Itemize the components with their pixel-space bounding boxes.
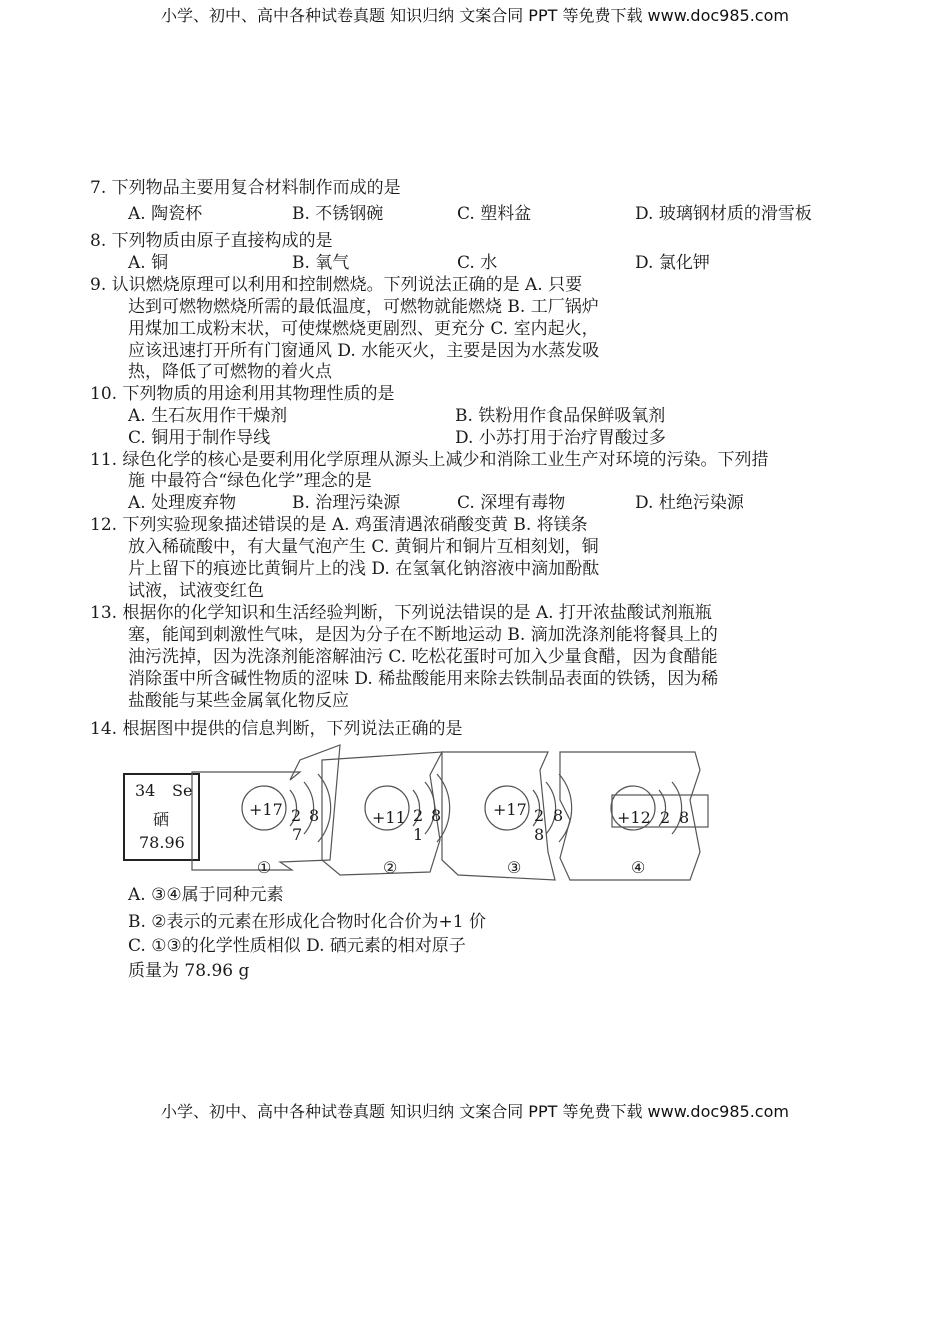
q13-line-2: 塞，能闻到刺激性气味，是因为分子在不断地运动 B. 滴加洗涤剂能将餐具上的 <box>128 625 718 645</box>
q8-option-a: A. 铜 <box>128 253 169 273</box>
q11-option-a: A. 处理废弃物 <box>128 493 237 513</box>
atom-3-label: ③ <box>507 858 522 877</box>
atom-1-arc-3 <box>318 774 331 842</box>
q9-line-4: 应该迅速打开所有门窗通风 D. 水能灭火，主要是因为水蒸发吸 <box>128 341 600 361</box>
q9-line-2: 达到可燃物燃烧所需的最低温度，可燃物就能燃烧 B. 工厂锅炉 <box>128 297 599 317</box>
q13-line-5: 盐酸能与某些金属氧化物反应 <box>128 691 349 711</box>
q12-line-3: 片上留下的痕迹比黄铜片上的浅 D. 在氢氧化钠溶液中滴加酚酞 <box>128 559 600 579</box>
q7-option-c: C. 塑料盆 <box>457 204 532 224</box>
q13-line-1: 13. 根据你的化学知识和生活经验判断，下列说法错误的是 A. 打开浓盐酸试剂瓶瓶 <box>90 603 712 623</box>
q11-option-b: B. 治理污染源 <box>292 493 401 513</box>
atomic-number: 34 <box>135 781 156 800</box>
element-symbol: Se <box>172 781 193 800</box>
q12-line-4: 试液，试液变红色 <box>128 581 264 601</box>
atomic-mass: 78.96 <box>139 833 185 852</box>
q9-line-1: 9. 认识燃烧原理可以利用和控制燃烧。下列说法正确的是 A. 只要 <box>90 275 583 295</box>
page-header: 小学、初中、高中各种试卷真题 知识归纳 文案合同 PPT 等免费下载 www.doc985.com <box>161 6 789 25</box>
q8-option-d: D. 氯化钾 <box>635 253 710 273</box>
q11-option-c: C. 深埋有毒物 <box>457 493 566 513</box>
q10-option-c: C. 铜用于制作导线 <box>128 428 271 448</box>
atom-2-shell-1: 2 <box>413 806 424 825</box>
atom-2-shell-3: 1 <box>413 825 424 844</box>
q13-line-3: 油污洗掉，因为洗涤剂能溶解油污 C. 吃松花蛋时可加入少量食醋，因为食醋能 <box>128 647 718 667</box>
q10-stem: 10. 下列物质的用途利用其物理性质的是 <box>90 384 395 404</box>
page-footer: 小学、初中、高中各种试卷真题 知识归纳 文案合同 PPT 等免费下载 www.doc985.com <box>161 1102 789 1121</box>
q7-option-a: A. 陶瓷杯 <box>128 204 203 224</box>
atom-4-shell-2: 8 <box>679 808 690 827</box>
q14-stem: 14. 根据图中提供的信息判断，下列说法正确的是 <box>90 719 463 739</box>
q14-option-line-3: C. ①③的化学性质相似 D. 硒元素的相对原子 <box>128 936 466 956</box>
q10-option-b: B. 铁粉用作食品保鲜吸氧剂 <box>455 406 666 426</box>
q7-option-b: B. 不锈钢碗 <box>292 204 384 224</box>
atom-1-nucleus: +17 <box>249 800 283 819</box>
q7-stem: 7. 下列物品主要用复合材料制作而成的是 <box>90 178 401 198</box>
q8-option-c: C. 水 <box>457 253 498 273</box>
atom-3-shell-2: 8 <box>553 806 564 825</box>
atom-1-shell-1: 2 <box>291 806 302 825</box>
atom-2-shell-2: 8 <box>431 806 442 825</box>
q12-line-1: 12. 下列实验现象描述错误的是 A. 鸡蛋清遇浓硝酸变黄 B. 将镁条 <box>90 515 588 535</box>
atom-1-shell-2: 8 <box>309 806 320 825</box>
q7-option-d: D. 玻璃钢材质的滑雪板 <box>635 204 812 224</box>
q14-option-line-4: 质量为 78.96 g <box>128 961 250 981</box>
q13-line-4: 消除蛋中所含碱性物质的涩味 D. 稀盐酸能用来除去铁制品表面的铁锈，因为稀 <box>128 669 719 689</box>
atom-4-shell-1: 2 <box>660 808 671 827</box>
atom-1-shell-3: 7 <box>292 825 303 844</box>
atom-4-label: ④ <box>631 858 646 877</box>
atom-1-label: ① <box>257 858 272 877</box>
atom-3-shell-3: 8 <box>534 825 545 844</box>
q12-line-2: 放入稀硫酸中，有大量气泡产生 C. 黄铜片和铜片互相刻划，铜 <box>128 537 599 557</box>
q11-line-1: 11. 绿色化学的核心是要利用化学原理从源头上减少和消除工业生产对环境的污染。下列措 <box>90 450 769 470</box>
q9-line-3: 用煤加工成粉末状，可使煤燃烧更剧烈、更充分 C. 室内起火， <box>128 319 599 339</box>
q11-option-d: D. 杜绝污染源 <box>635 493 744 513</box>
q10-option-d: D. 小苏打用于治疗胃酸过多 <box>455 428 666 448</box>
q8-stem: 8. 下列物质由原子直接构成的是 <box>90 231 333 251</box>
q11-line-2: 施 中最符合“绿色化学”理念的是 <box>128 471 372 491</box>
q14-option-line-1: A. ③④属于同种元素 <box>128 885 284 905</box>
element-name: 硒 <box>153 810 170 829</box>
q10-option-a: A. 生石灰用作干燥剂 <box>128 406 288 426</box>
q14-option-line-2: B. ②表示的元素在形成化合物时化合价为+1 价 <box>128 912 487 932</box>
atom-3-nucleus: +17 <box>493 800 527 819</box>
atom-4-nucleus: +12 <box>617 808 651 827</box>
atom-3-shell-1: 2 <box>534 806 545 825</box>
atom-2-nucleus: +11 <box>372 808 406 827</box>
q8-option-b: B. 氧气 <box>292 253 350 273</box>
q9-line-5: 热，降低了可燃物的着火点 <box>128 362 332 382</box>
atom-2-label: ② <box>383 858 398 877</box>
